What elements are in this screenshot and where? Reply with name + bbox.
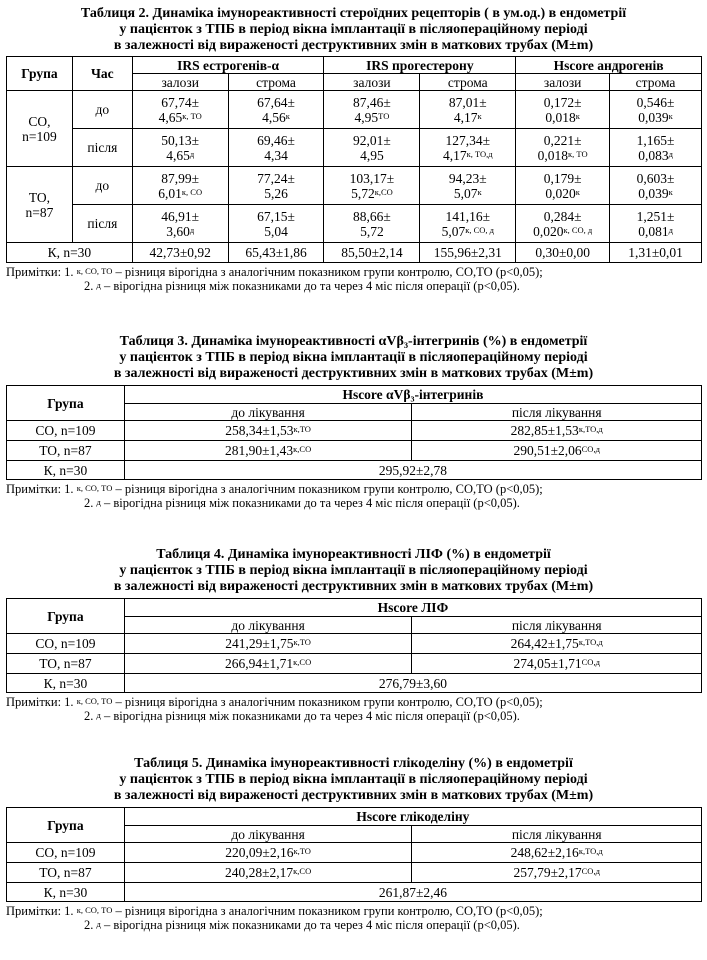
note-prefix: 2. <box>84 279 97 293</box>
value-before <box>124 421 412 441</box>
header-main: Hscore αVβ₃-інтегринів <box>124 386 701 404</box>
value-error: 6,01 <box>158 185 182 201</box>
value-mean: 46,91± <box>161 208 200 224</box>
value-sup: д <box>189 224 195 235</box>
value-sup: к, ТО <box>182 110 202 121</box>
value-error: 0,018 <box>545 109 576 125</box>
header-main: Hscore глікоделіну <box>124 808 701 826</box>
value: 257,79±2,17 <box>513 865 582 880</box>
table-4 <box>6 598 702 693</box>
subheader-glands: залози <box>132 74 228 91</box>
subheader-stroma: строма <box>420 74 516 91</box>
table-row-control <box>7 461 702 480</box>
value-cell <box>610 91 702 129</box>
header-before: до лікування <box>124 404 412 421</box>
table-2-header-progesterone: IRS прогестерону <box>324 57 516 74</box>
value-sup: к,СО <box>293 866 312 876</box>
table-row-control <box>7 883 702 902</box>
header-main: Hscore ЛІФ <box>124 599 701 617</box>
note-text: – різниця вірогідна з аналогічним показником групи контролю, СО,ТО (p<0,05); <box>112 265 543 279</box>
value-error: 4,95 <box>354 109 379 125</box>
group-n: n=109 <box>22 128 57 144</box>
group-label: ТО, <box>28 189 51 205</box>
control-label: К, n=30 <box>7 883 125 902</box>
value-cell <box>610 167 702 205</box>
value-mean: 1,251± <box>636 208 675 224</box>
note-sup: д <box>96 710 101 720</box>
value: 241,29±1,75 <box>225 636 294 651</box>
value-cell <box>516 91 610 129</box>
value-mean: 69,46± <box>257 132 295 148</box>
value-sup: к,ТО <box>293 846 311 856</box>
value-mean: 0,546± <box>636 94 675 110</box>
value-after <box>412 421 702 441</box>
value-sup: к, ТО,д <box>466 148 493 159</box>
value-before <box>124 654 412 674</box>
value-cell <box>132 167 228 205</box>
value-mean: 1,165± <box>636 132 675 148</box>
value: 290,51±2,06 <box>513 443 582 458</box>
note-text: – різниця вірогідна з аналогічним показником групи контролю, СО,ТО (p<0,05); <box>112 904 543 918</box>
table-4-title-line-3: в залежності від вираженості деструктивних змін в маткових трубах (M±m) <box>113 579 594 594</box>
value-mean: 50,13± <box>161 132 200 148</box>
value-mean: 0,221± <box>543 132 582 148</box>
value-error: 0,039 <box>638 109 669 125</box>
value-after <box>412 654 702 674</box>
value-cell <box>516 205 610 243</box>
value-error: 5,07 <box>441 223 466 239</box>
value-sup: к, СО <box>181 186 203 197</box>
table-3 <box>6 385 702 480</box>
time-cell: після <box>72 129 132 167</box>
table-row <box>7 167 702 205</box>
note-1 <box>6 904 707 918</box>
value-sup: к, СО, д <box>563 224 593 235</box>
value-mean: 88,66± <box>353 208 391 224</box>
value: 274,05±1,71 <box>513 656 582 671</box>
value-sup: к,ТО <box>293 637 311 647</box>
table-5 <box>6 807 702 902</box>
value-error: 5,07 <box>453 185 478 201</box>
note-sup: к, СО, ТО <box>76 266 113 276</box>
header-after: після лікування <box>412 404 702 421</box>
note-prefix: 2. <box>84 496 97 510</box>
note-prefix: 2. <box>84 709 97 723</box>
group-cell: СО, n=109 <box>7 843 125 863</box>
value-sup: к,СО <box>293 657 312 667</box>
table-2-notes <box>6 265 707 293</box>
control-value: 85,50±2,14 <box>324 243 420 263</box>
value-after <box>412 441 702 461</box>
table-2-title-line-1: Таблиця 2. Динаміка імунореактивності стероїдних рецепторів ( в ум.од.) в ендометрії <box>80 6 627 21</box>
group-cell: ТО, n=87 <box>7 441 125 461</box>
note-prefix: Примітки: 1. <box>6 482 77 496</box>
control-label: К, n=30 <box>7 461 125 480</box>
value-after <box>412 863 702 883</box>
header-before: до лікування <box>124 826 412 843</box>
value-error: 0,020 <box>545 185 576 201</box>
value-error: 4,65 <box>158 109 183 125</box>
value-cell <box>516 129 610 167</box>
table-row <box>7 634 702 654</box>
table-5-notes <box>6 904 707 932</box>
value-sup: д <box>668 224 673 235</box>
value-sup: к <box>668 186 673 197</box>
note-text: – різниця вірогідна з аналогічним показником групи контролю, СО,ТО (p<0,05); <box>112 482 543 496</box>
value-cell <box>420 167 516 205</box>
note-text: – різниця вірогідна з аналогічним показником групи контролю, СО,ТО (p<0,05); <box>112 695 543 709</box>
table-row <box>7 654 702 674</box>
value-mean: 87,99± <box>161 170 200 186</box>
note-text: – вірогідна різниця між показниками до та через 4 міс після операції (p<0,05). <box>100 279 520 293</box>
table-2 <box>6 56 702 263</box>
control-value: 1,31±0,01 <box>610 243 702 263</box>
note-1 <box>6 482 707 496</box>
value-sup: к <box>285 110 290 121</box>
value-sup: к, СО, д <box>465 224 494 235</box>
group-cell-to <box>7 167 73 243</box>
header-after: після лікування <box>412 617 702 634</box>
value-sup: СО,д <box>581 444 600 454</box>
value-sup: к,ТО <box>293 424 311 434</box>
table-3-title-line-3: в залежності від вираженості деструктивних змін в маткових трубах (M±m) <box>113 366 594 381</box>
value-cell <box>228 129 324 167</box>
value-cell <box>324 205 420 243</box>
note-text: – вірогідна різниця між показниками до та через 4 міс після операції (p<0,05). <box>100 709 520 723</box>
note-2 <box>6 279 707 293</box>
subheader-stroma: строма <box>228 74 324 91</box>
value-sup: к <box>477 110 482 121</box>
value: 282,85±1,53 <box>510 423 579 438</box>
value-mean: 87,01± <box>448 94 487 110</box>
table-3-title-line-1: Таблиця 3. Динаміка імунореактивності αVβ₃-інтегринів (%) в ендометрії <box>119 334 588 349</box>
value-cell <box>610 205 702 243</box>
group-n: n=87 <box>25 204 54 220</box>
note-sup: к, СО, ТО <box>76 905 113 915</box>
value-sup: к <box>575 110 580 121</box>
value-cell <box>420 91 516 129</box>
value-sup: к,СО <box>293 444 312 454</box>
value-mean: 77,24± <box>257 170 295 186</box>
note-2 <box>6 709 707 723</box>
control-label: К, n=30 <box>7 674 125 693</box>
table-2-header-time: Час <box>72 57 132 91</box>
table-5-title-line-3: в залежності від вираженості деструктивних змін в маткових трубах (M±m) <box>113 788 594 803</box>
header-group: Група <box>7 599 125 634</box>
group-label: СО, <box>28 113 51 129</box>
value-error: 3,60 <box>166 223 190 239</box>
value-error: 5,26 <box>264 185 288 201</box>
value-cell <box>132 129 228 167</box>
table-3-title-line-2: у пацієнток з ТПБ в період вікна імплантації в післяопераційному періоді <box>119 350 588 365</box>
table-row <box>7 129 702 167</box>
value-sup: СО,д <box>581 866 600 876</box>
header-after: після лікування <box>412 826 702 843</box>
table-5-block <box>0 756 707 932</box>
table-3-block <box>0 334 707 510</box>
control-label: К, n=30 <box>7 243 133 263</box>
value-sup: д <box>668 148 673 159</box>
value-mean: 67,74± <box>161 94 200 110</box>
value-cell <box>132 205 228 243</box>
value-mean: 0,284± <box>543 208 582 224</box>
value-error: 5,04 <box>264 223 288 239</box>
control-value: 276,79±3,60 <box>124 674 701 693</box>
value-error: 0,081 <box>638 223 669 239</box>
note-prefix: Примітки: 1. <box>6 695 77 709</box>
value-mean: 127,34± <box>445 132 491 148</box>
group-cell: СО, n=109 <box>7 634 125 654</box>
note-sup: к, СО, ТО <box>76 483 113 493</box>
group-cell: СО, n=109 <box>7 421 125 441</box>
note-2 <box>6 918 707 932</box>
value-after <box>412 843 702 863</box>
value-mean: 103,17± <box>349 170 395 186</box>
table-row <box>7 205 702 243</box>
note-text: – вірогідна різниця між показниками до та через 4 міс після операції (p<0,05). <box>100 918 520 932</box>
note-prefix: Примітки: 1. <box>6 265 77 279</box>
value-cell <box>324 91 420 129</box>
control-value: 261,87±2,46 <box>124 883 701 902</box>
value-cell <box>228 205 324 243</box>
value-sup: к,ТО,д <box>578 424 603 434</box>
table-5-title-line-2: у пацієнток з ТПБ в період вікна імплантації в післяопераційному періоді <box>119 772 588 787</box>
value-sup: к, ТО <box>568 148 588 159</box>
value-error: 0,039 <box>638 185 669 201</box>
table-row <box>7 843 702 863</box>
table-2-block <box>0 6 707 293</box>
time-cell: до <box>72 167 132 205</box>
value-sup: к,ТО,д <box>578 846 603 856</box>
table-3-notes <box>6 482 707 510</box>
value: 266,94±1,71 <box>224 656 294 671</box>
value-error: 4,34 <box>264 147 288 163</box>
note-1 <box>6 265 707 279</box>
value-cell <box>420 205 516 243</box>
value-mean: 141,16± <box>445 208 491 224</box>
table-row <box>7 863 702 883</box>
value-error: 4,65 <box>166 147 190 163</box>
value-sup: д <box>189 148 195 159</box>
subheader-glands: залози <box>516 74 610 91</box>
group-cell: ТО, n=87 <box>7 654 125 674</box>
note-prefix: Примітки: 1. <box>6 904 77 918</box>
value-sup: ТО <box>378 110 390 121</box>
value-cell <box>324 129 420 167</box>
value-cell <box>228 91 324 129</box>
table-row <box>7 91 702 129</box>
note-sup: д <box>96 280 101 290</box>
control-value: 65,43±1,86 <box>228 243 324 263</box>
subheader-stroma: строма <box>610 74 702 91</box>
table-4-title-line-1: Таблиця 4. Динаміка імунореактивності ЛІФ (%) в ендометрії <box>156 547 551 562</box>
value-before <box>124 843 412 863</box>
value: 248,62±2,16 <box>510 845 579 860</box>
value-cell <box>420 129 516 167</box>
table-4-block <box>0 547 707 723</box>
value: 240,28±2,17 <box>224 865 294 880</box>
value: 264,42±1,75 <box>510 636 579 651</box>
value-mean: 0,179± <box>543 170 582 186</box>
header-before: до лікування <box>124 617 412 634</box>
value-sup: к <box>668 110 673 121</box>
table-2-title-line-3: в залежності від вираженості деструктивних змін в маткових трубах (M±m) <box>113 38 594 53</box>
value-error: 0,018 <box>537 147 569 163</box>
time-cell: до <box>72 91 132 129</box>
control-value: 155,96±2,31 <box>420 243 516 263</box>
control-value: 42,73±0,92 <box>132 243 228 263</box>
value-sup: к <box>477 186 482 197</box>
value-error: 5,72 <box>360 223 384 239</box>
value-sup: к,ТО,д <box>578 637 603 647</box>
value-sup: к,СО <box>374 186 393 197</box>
header-group: Група <box>7 808 125 843</box>
value-sup: к <box>575 186 580 197</box>
note-sup: д <box>96 497 101 507</box>
value-error: 0,083 <box>638 147 669 163</box>
table-row <box>7 421 702 441</box>
value-sup: СО,д <box>581 657 600 667</box>
value-after <box>412 634 702 654</box>
value: 220,09±2,16 <box>225 845 294 860</box>
value-before <box>124 863 412 883</box>
value-mean: 0,172± <box>543 94 582 110</box>
value-cell <box>324 167 420 205</box>
table-2-header-group: Група <box>7 57 73 91</box>
value-mean: 0,603± <box>636 170 675 186</box>
note-sup: к, СО, ТО <box>76 696 113 706</box>
value-error: 4,56 <box>262 109 286 125</box>
table-2-header-estrogen: IRS естрогенів-α <box>132 57 324 74</box>
table-2-header-androgen: Hscore андрогенів <box>516 57 702 74</box>
note-2 <box>6 496 707 510</box>
value-cell <box>228 167 324 205</box>
value-cell <box>610 129 702 167</box>
control-value: 295,92±2,78 <box>124 461 701 480</box>
group-cell: ТО, n=87 <box>7 863 125 883</box>
value-before <box>124 634 412 654</box>
value-mean: 92,01± <box>353 132 391 148</box>
group-cell-so <box>7 91 73 167</box>
value-mean: 67,64± <box>257 94 295 110</box>
value-error: 5,72 <box>351 185 375 201</box>
value-before <box>124 441 412 461</box>
control-value: 0,30±0,00 <box>516 243 610 263</box>
table-4-title-line-2: у пацієнток з ТПБ в період вікна імплантації в післяопераційному періоді <box>119 563 588 578</box>
table-row <box>7 441 702 461</box>
value-mean: 94,23± <box>448 170 487 186</box>
table-4-notes <box>6 695 707 723</box>
value-error: 4,17 <box>442 147 467 163</box>
table-row-control <box>7 243 702 263</box>
note-1 <box>6 695 707 709</box>
header-group: Група <box>7 386 125 421</box>
value-mean: 87,46± <box>353 94 391 110</box>
note-sup: д <box>96 919 101 929</box>
value-mean: 67,15± <box>257 208 295 224</box>
time-cell: після <box>72 205 132 243</box>
value-error: 4,95 <box>360 147 384 163</box>
table-row-control <box>7 674 702 693</box>
subheader-glands: залози <box>324 74 420 91</box>
value-error: 4,17 <box>453 109 478 125</box>
value-cell <box>132 91 228 129</box>
value-cell <box>516 167 610 205</box>
value: 258,34±1,53 <box>225 423 294 438</box>
value-error: 0,020 <box>533 223 564 239</box>
table-2-title-line-2: у пацієнток з ТПБ в період вікна імплантації в післяопераційному періоді <box>119 22 588 37</box>
table-5-title-line-1: Таблиця 5. Динаміка імунореактивності глікоделіну (%) в ендометрії <box>134 756 573 771</box>
note-text: – вірогідна різниця між показниками до та через 4 міс після операції (p<0,05). <box>100 496 520 510</box>
note-prefix: 2. <box>84 918 97 932</box>
value: 281,90±1,43 <box>224 443 294 458</box>
